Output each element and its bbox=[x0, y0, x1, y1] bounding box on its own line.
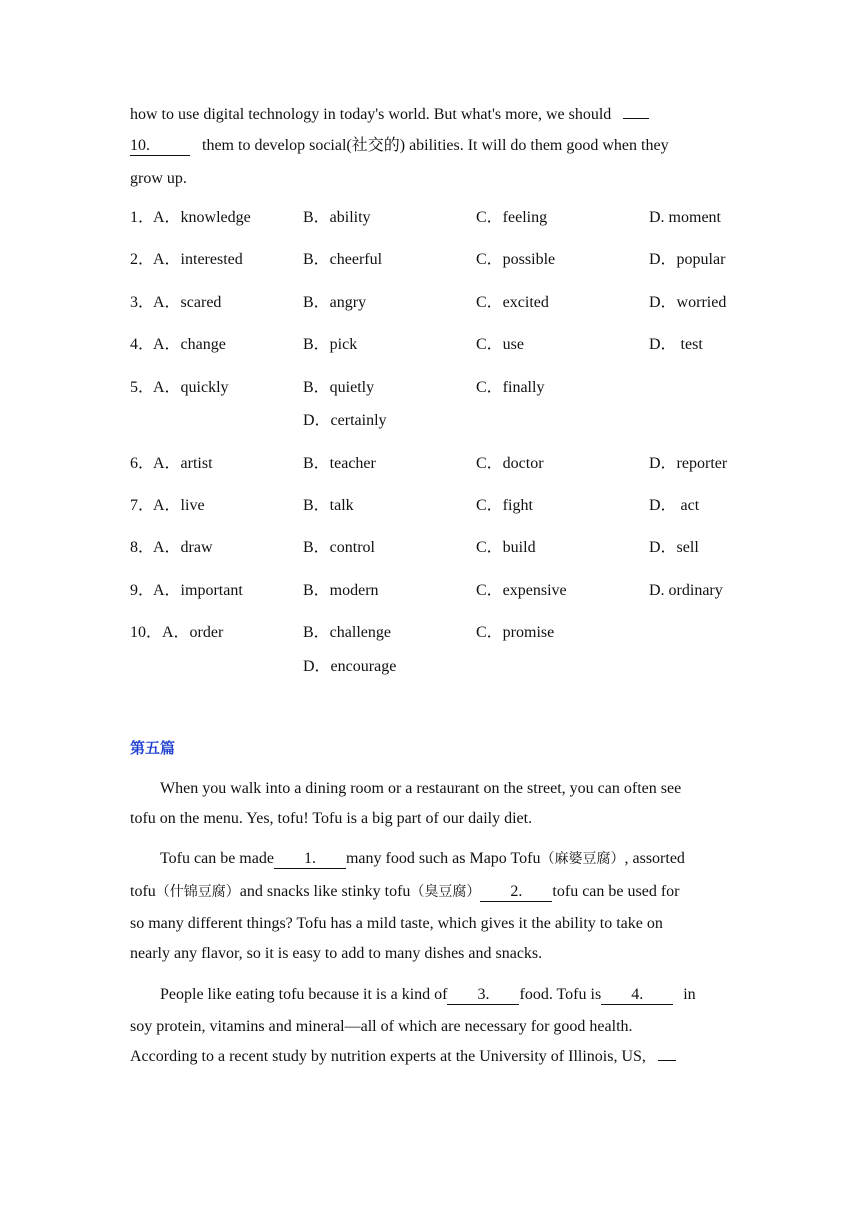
option-c: C．excited bbox=[476, 294, 549, 311]
option-b: B．angry bbox=[303, 294, 367, 311]
passage-line bbox=[160, 985, 696, 1005]
section-heading: 第五篇 bbox=[130, 739, 176, 757]
passage-text: When you walk into a dining room or a restaurant on the street, you can often see bbox=[160, 780, 682, 797]
passage-line bbox=[130, 809, 532, 829]
chinese-gloss: （臭豆腐） bbox=[410, 884, 481, 900]
option-d: D．sell bbox=[649, 539, 699, 556]
answer-blank bbox=[658, 1060, 676, 1061]
option-b: B．quietly bbox=[303, 379, 375, 396]
passage-line bbox=[160, 849, 685, 869]
option-b: B．modern bbox=[303, 582, 379, 599]
answer-blank-3: 3. bbox=[447, 986, 519, 1005]
option-a: A．change bbox=[153, 336, 226, 353]
question-number: 3． bbox=[130, 294, 155, 311]
passage-line bbox=[130, 914, 663, 934]
option-d: D． test bbox=[649, 336, 703, 353]
question-number: 4． bbox=[130, 336, 155, 353]
option-b: B．challenge bbox=[303, 624, 391, 641]
question-number: 6． bbox=[130, 455, 155, 472]
option-c: C．finally bbox=[476, 379, 545, 396]
answer-blank-1: 1. bbox=[274, 850, 346, 869]
option-c: C．doctor bbox=[476, 455, 544, 472]
passage-line bbox=[130, 169, 187, 189]
option-d: D．popular bbox=[649, 251, 726, 268]
question-number: 7． bbox=[130, 497, 155, 514]
option-b: B．talk bbox=[303, 497, 354, 514]
option-d: D． act bbox=[649, 497, 700, 514]
option-a: A．important bbox=[153, 582, 243, 599]
passage-text: and snacks like stinky tofu bbox=[239, 883, 411, 900]
passage-text: in bbox=[683, 986, 696, 1003]
passage-text: grow up. bbox=[130, 170, 187, 187]
passage-line bbox=[130, 1047, 676, 1067]
option-c: C．expensive bbox=[476, 582, 567, 599]
passage-line bbox=[130, 105, 649, 125]
option-c: C．promise bbox=[476, 624, 555, 641]
passage-text: nearly any flavor, so it is easy to add to many dishes and snacks. bbox=[130, 945, 543, 962]
passage-text: According to a recent study by nutrition experts at the University of Illinois, US, bbox=[130, 1048, 646, 1065]
passage-text: Tofu can be made bbox=[160, 850, 274, 867]
option-a: A．artist bbox=[153, 455, 213, 472]
option-b: B．control bbox=[303, 539, 375, 556]
question-number: 2． bbox=[130, 251, 155, 268]
passage-line bbox=[160, 779, 681, 799]
option-d: D．certainly bbox=[303, 412, 387, 429]
question-number: 1． bbox=[130, 209, 155, 226]
option-d: D．worried bbox=[649, 294, 727, 311]
option-d: D. ordinary bbox=[649, 582, 723, 599]
passage-text: many food such as Mapo Tofu bbox=[345, 850, 541, 867]
option-a: A．live bbox=[153, 497, 205, 514]
answer-blank bbox=[623, 118, 649, 119]
option-c: C．possible bbox=[476, 251, 556, 268]
passage-line bbox=[130, 1017, 633, 1037]
question-number: 10． bbox=[130, 624, 163, 641]
passage-line bbox=[130, 882, 679, 902]
answer-blank-10: 10. bbox=[130, 137, 190, 156]
chinese-gloss: （麻婆豆腐） bbox=[540, 851, 625, 867]
passage-text: food. Tofu is bbox=[519, 986, 602, 1003]
passage-line bbox=[130, 136, 669, 156]
option-c: C．fight bbox=[476, 497, 533, 514]
option-a: A．scared bbox=[153, 294, 222, 311]
answer-blank-4: 4. bbox=[601, 986, 673, 1005]
option-a: A．order bbox=[162, 624, 224, 641]
option-a: A．interested bbox=[153, 251, 243, 268]
option-b: B．teacher bbox=[303, 455, 376, 472]
question-number: 5． bbox=[130, 379, 155, 396]
passage-text: People like eating tofu because it is a kind of bbox=[160, 986, 448, 1003]
option-a: A．knowledge bbox=[153, 209, 251, 226]
passage-text: tofu bbox=[130, 883, 156, 900]
passage-text: tofu can be used for bbox=[552, 883, 680, 900]
question-number: 9． bbox=[130, 582, 155, 599]
option-b: B．cheerful bbox=[303, 251, 383, 268]
passage-line bbox=[130, 944, 542, 964]
option-c: C．build bbox=[476, 539, 536, 556]
option-a: A．draw bbox=[153, 539, 213, 556]
option-c: C．feeling bbox=[476, 209, 548, 226]
passage-text: , assorted bbox=[624, 850, 685, 867]
option-d: D．encourage bbox=[303, 658, 397, 675]
question-number: 8． bbox=[130, 539, 155, 556]
passage-text: how to use digital technology in today's world. But what's more, we should bbox=[130, 106, 612, 123]
passage-text: them to develop social(社交的) abilities. It will do them good when they bbox=[202, 137, 669, 154]
passage-text: so many different things? Tofu has a mild taste, which gives it the ability to take on bbox=[130, 915, 663, 932]
option-d: D．reporter bbox=[649, 455, 728, 472]
option-a: A．quickly bbox=[153, 379, 229, 396]
option-c: C．use bbox=[476, 336, 525, 353]
passage-text: tofu on the menu. Yes, tofu! Tofu is a big part of our daily diet. bbox=[130, 810, 533, 827]
option-d: D. moment bbox=[649, 209, 721, 226]
passage-text: soy protein, vitamins and mineral—all of which are necessary for good health. bbox=[130, 1018, 633, 1035]
chinese-gloss: （什锦豆腐） bbox=[155, 884, 240, 900]
option-b: B．ability bbox=[303, 209, 371, 226]
answer-blank-2: 2. bbox=[480, 883, 552, 902]
option-b: B．pick bbox=[303, 336, 358, 353]
